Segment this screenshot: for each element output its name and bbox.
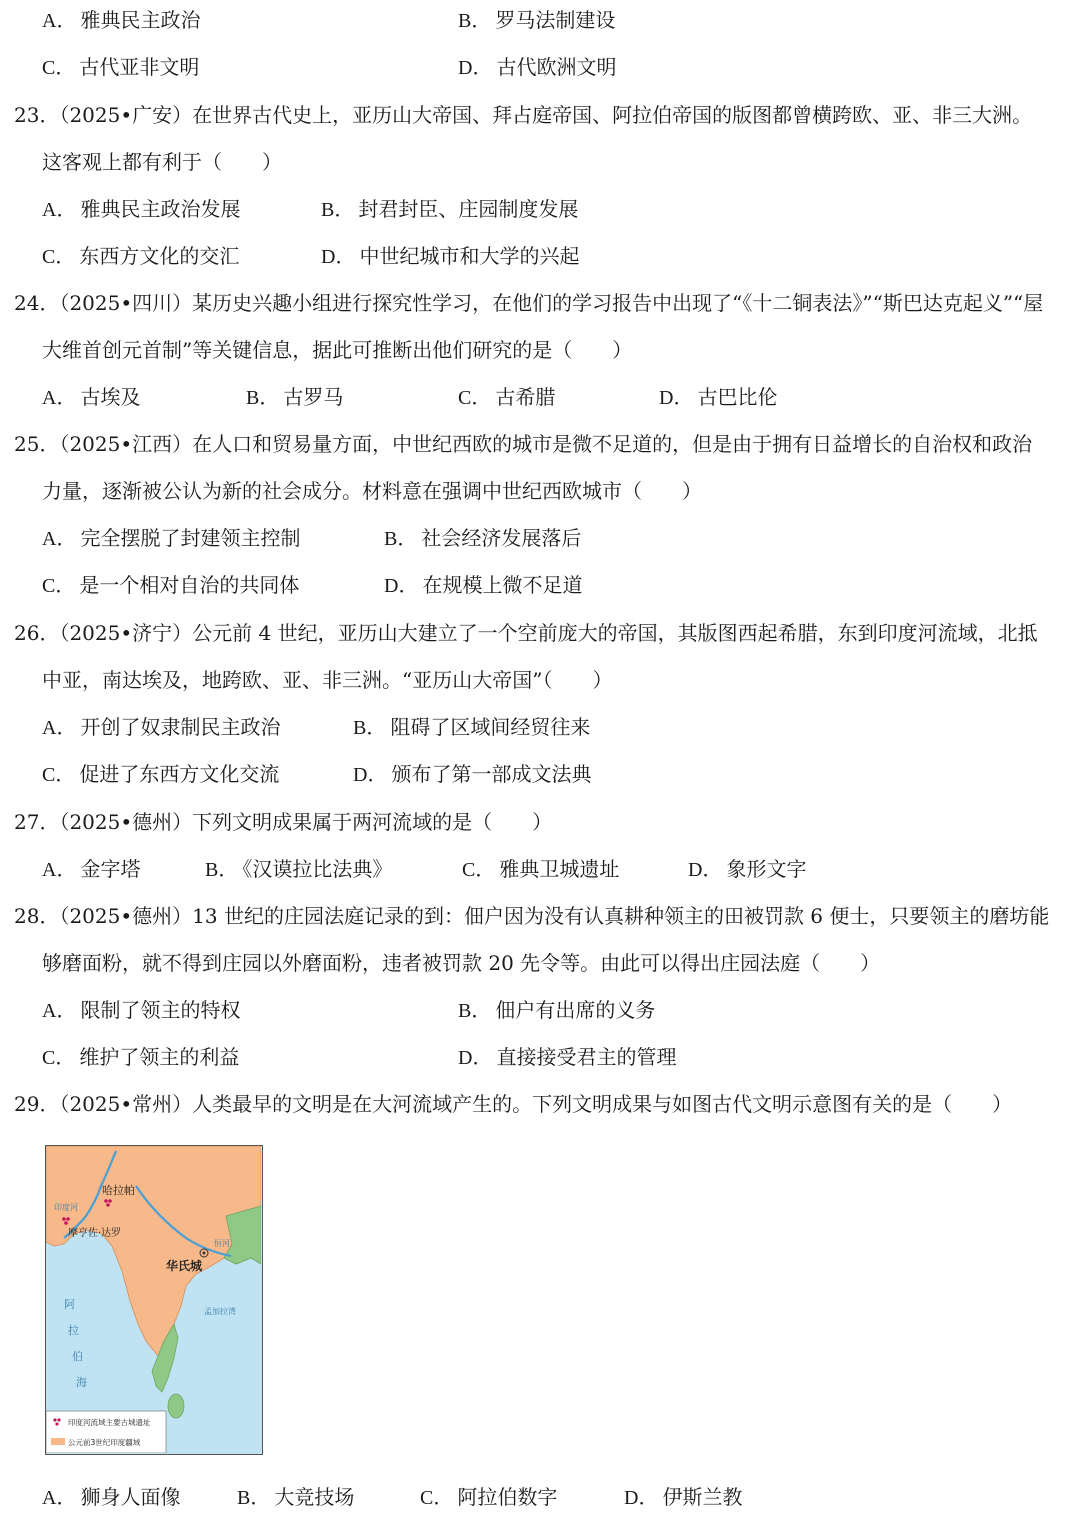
option-text: 阿拉伯数字 [457,1485,558,1509]
q24-option-b [246,383,343,412]
option-text: 直接接受君主的管理 [496,1045,677,1069]
option-text: 封君封臣、庄园制度发展 [358,197,579,221]
option-letter: C． [42,57,76,79]
option-letter: A． [42,199,77,221]
q27-option-a [42,855,140,884]
option-text: 金字塔 [80,857,141,881]
option-letter: C． [458,387,492,409]
q26-stem-line1: 26．（2025•济宁）公元前 4 世纪，亚历山大建立了一个空前庞大的帝国，其版图西起希腊，东到印度河流域，北抵 [14,621,1038,645]
q24-option-a [42,383,140,412]
q26-option-a [42,713,280,742]
q23-option-a [42,195,240,224]
q22-option-b [458,6,615,35]
q23-option-c [42,242,239,271]
ancient-india-map [45,1145,263,1455]
q28-option-b [458,996,655,1025]
option-text: 《汉谟拉比法典》 [242,857,393,881]
option-letter: B． [205,859,239,881]
option-text: 古巴比伦 [697,385,778,409]
option-text: 颁布了第一部成文法典 [391,762,592,786]
option-letter: A． [42,717,77,739]
q28-stem-line1: 28．（2025•德州）13 世纪的庄园法庭记录的到：佃户因为没有认真耕种领主的田被罚款 6 便士，只要领主的磨坊能 [14,904,1050,928]
q25-stem-line2: 力量，逐渐被公认为新的社会成分。材料意在强调中世纪西欧城市（ ） [42,479,702,503]
legend-item-1: 印度河流域主要古城遗址 [68,1418,151,1427]
q25-option-a [42,524,300,553]
q26-option-b [353,713,590,742]
q25-option-d [384,571,582,600]
option-text: 东西方文化的交汇 [79,244,240,268]
option-letter: D． [688,859,723,881]
option-text: 中世纪城市和大学的兴起 [359,244,580,268]
option-letter: C． [420,1487,454,1509]
option-text: 罗马法制建设 [495,8,616,32]
q27-stem-line1: 27．（2025•德州）下列文明成果属于两河流域的是（ ） [14,810,553,834]
option-text: 雅典民主政治 [80,8,201,32]
option-letter: D． [384,575,419,597]
q25-stem-line1: 25．（2025•江西）在人口和贸易量方面，中世纪西欧的城市是微不足道的，但是由于拥有日益增长的自治权和政治 [14,432,1033,456]
option-text: 完全摆脱了封建领主控制 [80,526,301,550]
map-svg [46,1146,261,1453]
option-text: 伊斯兰教 [662,1485,743,1509]
q24-stem-line1: 24．（2025•四川）某历史兴趣小组进行探究性学习，在他们的学习报告中出现了“《十二铜表法》”“斯巴达克起义”“屋 [14,291,1044,315]
q24-option-d [659,383,777,412]
arabian-sea-label-1: 阿 [64,1298,75,1311]
q22-option-d [458,53,616,82]
harappa-label: 哈拉帕 [102,1184,135,1197]
huashi-label: 华氏城 [166,1259,203,1273]
ganges-river-label: 恒河 [214,1239,230,1248]
option-letter: A． [42,387,77,409]
q28-option-d [458,1043,676,1072]
option-text: 限制了领主的特权 [80,998,241,1022]
indus-river-label: 印度河 [54,1203,78,1212]
q23-stem-line1: 23．（2025•广安）在世界古代史上，亚历山大帝国、拜占庭帝国、阿拉伯帝国的版图都曾横跨欧、亚、非三大洲。 [14,103,1033,127]
option-letter: D． [458,1047,493,1069]
option-letter: D． [321,246,356,268]
mohenjo-label: 摩亨佐·达罗 [68,1228,122,1239]
option-letter: C． [42,575,76,597]
option-text: 古希腊 [495,385,556,409]
q26-option-d [353,760,591,789]
option-letter: C． [462,859,496,881]
option-text: 古代亚非文明 [79,55,200,79]
q23-stem-line2: 这客观上都有利于（ ） [42,150,282,174]
option-letter: B． [353,717,387,739]
option-letter: B． [246,387,280,409]
q25-option-c [42,571,299,600]
q29-option-d [624,1483,742,1512]
option-letter: C． [42,246,76,268]
option-letter: A． [42,10,77,32]
option-text: 维护了领主的利益 [79,1045,240,1069]
option-letter: A． [42,528,77,550]
option-letter: C． [42,1047,76,1069]
arabian-sea-label-3: 伯 [72,1350,83,1363]
q22-option-c [42,53,199,82]
option-text: 社会经济发展落后 [421,526,582,550]
q27-option-c [462,855,619,884]
option-letter: A． [42,859,77,881]
option-letter: D． [458,57,493,79]
option-letter: D． [659,387,694,409]
option-text: 狮身人面像 [80,1485,181,1509]
q28-stem-line2: 够磨面粉，就不得到庄园以外磨面粉，违者被罚款 20 先令等。由此可以得出庄园法庭（ ） [42,951,881,975]
arabian-sea-label-2: 拉 [68,1324,79,1337]
q28-option-c [42,1043,239,1072]
q22-option-a [42,6,200,35]
option-letter: C． [42,764,76,786]
q23-option-d [321,242,579,271]
q29-option-a [42,1483,180,1512]
option-letter: B． [384,528,418,550]
q27-option-b [205,855,392,884]
q26-stem-line2: 中亚，南达埃及，地跨欧、亚、非三洲。“亚历山大帝国”（ ） [42,668,613,692]
option-text: 佃户有出席的义务 [495,998,656,1022]
option-text: 雅典卫城遗址 [499,857,620,881]
q25-option-b [384,524,581,553]
q28-option-a [42,996,240,1025]
q24-stem-line2: 大维首创元首制”等关键信息，据此可推断出他们研究的是（ ） [42,338,633,362]
option-text: 大竞技场 [274,1485,355,1509]
option-letter: B． [458,1000,492,1022]
option-text: 在规模上微不足道 [422,573,583,597]
legend-territory-swatch [51,1438,65,1445]
sri-lanka-island [168,1394,184,1418]
option-text: 是一个相对自治的共同体 [79,573,300,597]
option-text: 古代欧洲文明 [496,55,617,79]
arabian-sea-label-4: 海 [76,1376,87,1389]
option-letter: D． [624,1487,659,1509]
q29-stem-line1: 29．（2025•常州）人类最早的文明是在大河流域产生的。下列文明成果与如图古代文明示意图有关的是（ ） [14,1092,1013,1116]
q26-option-c [42,760,279,789]
option-letter: B． [458,10,492,32]
option-text: 促进了东西方文化交流 [79,762,280,786]
option-letter: B． [321,199,355,221]
option-text: 象形文字 [726,857,807,881]
q23-option-b [321,195,578,224]
legend-item-2: 公元前3世纪印度疆域 [68,1438,141,1447]
option-text: 开创了奴隶制民主政治 [80,715,281,739]
option-letter: A． [42,1487,77,1509]
option-letter: A． [42,1000,77,1022]
q29-option-c [420,1483,557,1512]
option-letter: D． [353,764,388,786]
option-letter: B． [237,1487,271,1509]
bay-label: 孟加拉湾 [204,1307,236,1316]
option-text: 雅典民主政治发展 [80,197,241,221]
q27-option-d [688,855,806,884]
option-text: 古埃及 [80,385,141,409]
option-text: 古罗马 [283,385,344,409]
option-text: 阻碍了区域间经贸往来 [390,715,591,739]
q24-option-c [458,383,555,412]
q29-option-b [237,1483,354,1512]
